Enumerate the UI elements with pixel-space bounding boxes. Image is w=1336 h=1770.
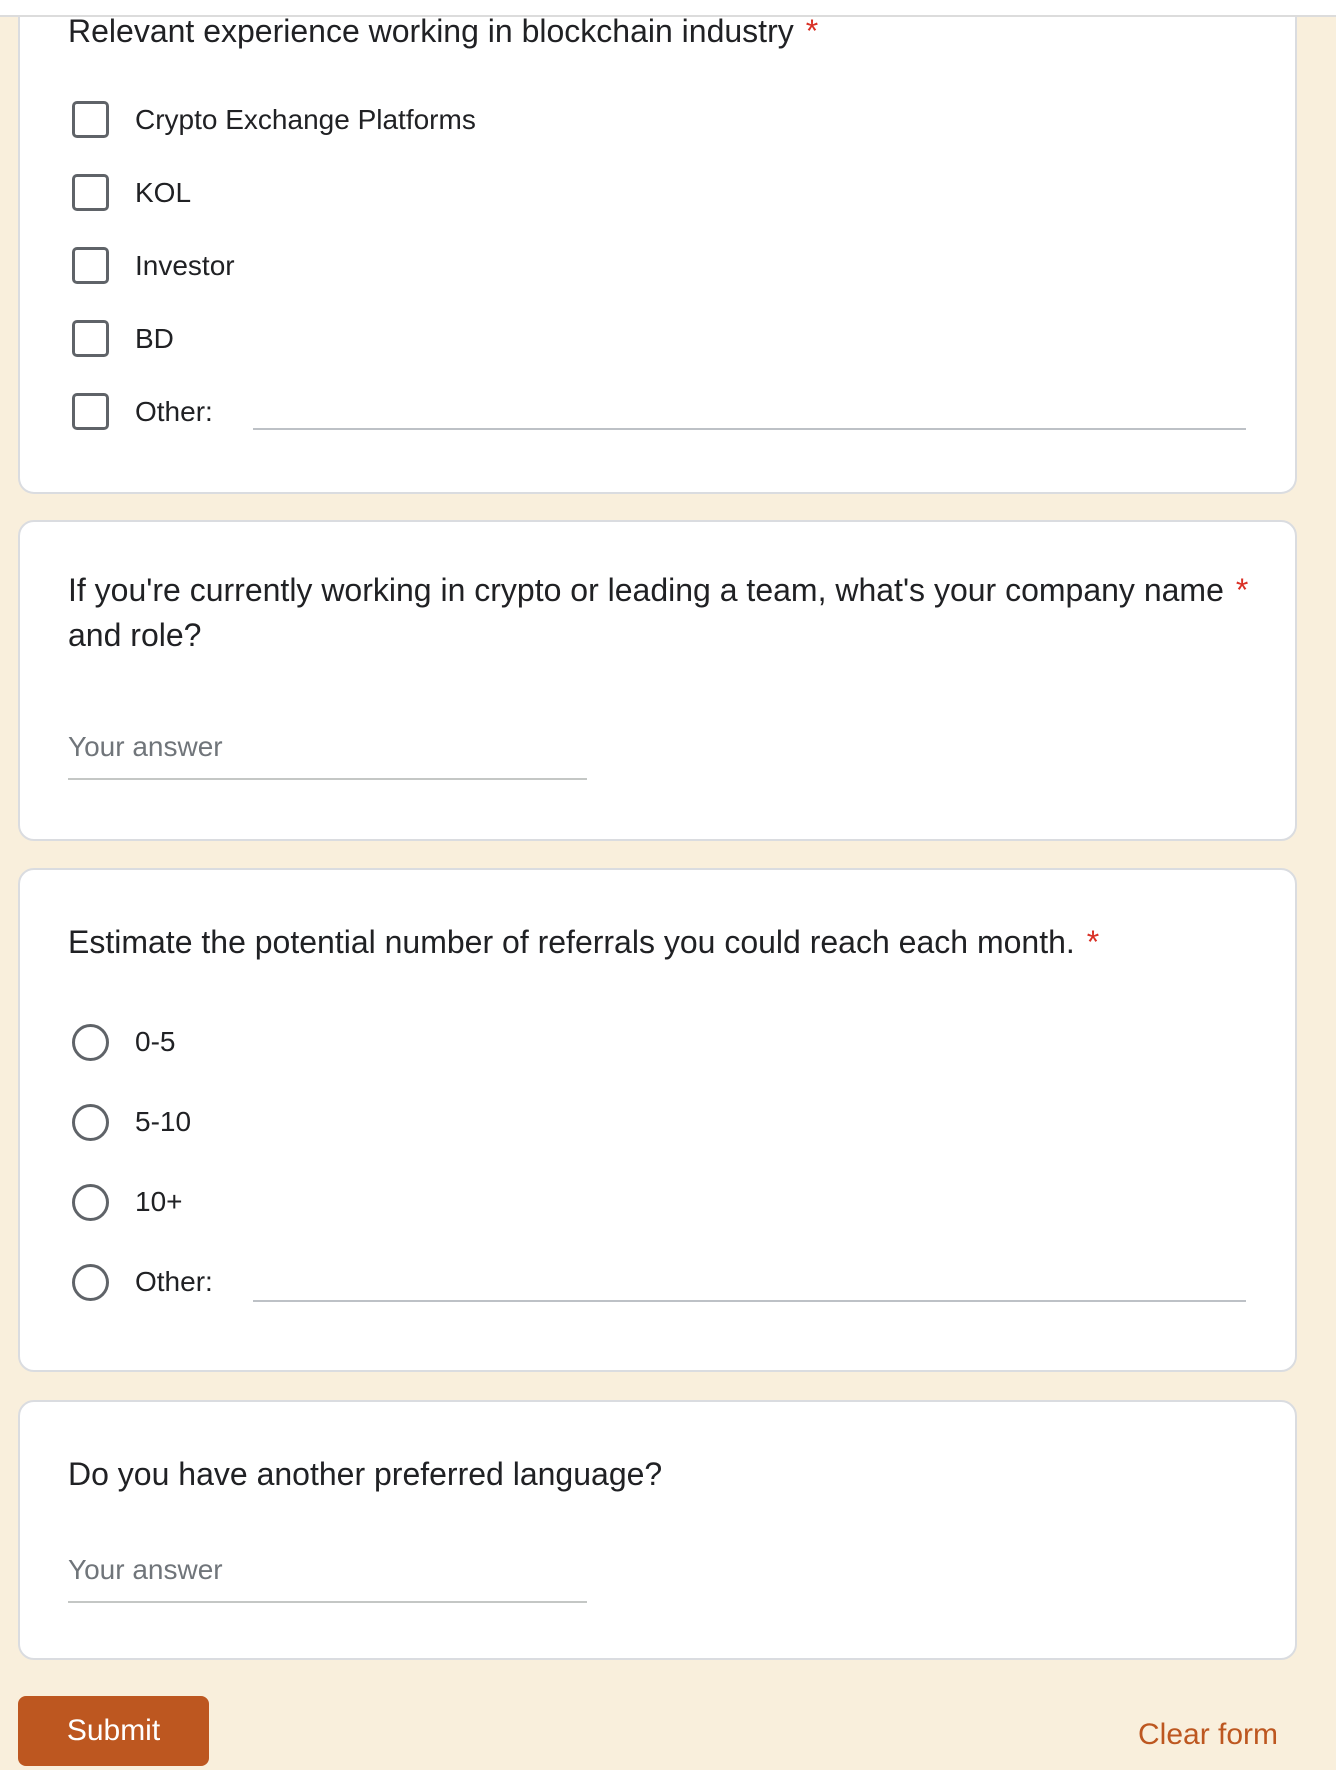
checkbox-option-crypto-exchange[interactable]	[72, 83, 1295, 156]
checkbox-option-bd[interactable]	[72, 302, 1295, 375]
checkbox-option-other[interactable]	[72, 375, 1295, 448]
required-asterisk: *	[1086, 924, 1100, 960]
option-label: 0-5	[135, 1026, 176, 1057]
option-label: Other:	[135, 395, 213, 427]
option-label: 5-10	[135, 1106, 192, 1137]
option-label: KOL	[135, 176, 192, 208]
required-asterisk: *	[805, 13, 819, 49]
radio-option-5-10[interactable]	[72, 1082, 1295, 1162]
radio-option-10-plus[interactable]	[72, 1162, 1295, 1242]
clear-form-link[interactable]: Clear form	[1138, 1718, 1279, 1751]
radio-option-0-5[interactable]	[72, 1002, 1295, 1082]
checkbox-icon[interactable]	[72, 174, 109, 211]
answer-placeholder: Your answer	[68, 1554, 223, 1585]
checkbox-icon[interactable]	[72, 393, 109, 430]
radio-icon[interactable]	[72, 1184, 109, 1221]
question-title	[68, 9, 1239, 54]
question-title-text: Do you have another preferred language?	[68, 1456, 663, 1492]
radio-options	[72, 1002, 1295, 1322]
option-label: Investor	[135, 249, 235, 281]
question-title-line2: and role?	[68, 617, 202, 653]
question-card-blockchain-experience	[18, 13, 1297, 494]
question-card-company-name-role	[18, 520, 1297, 841]
option-label: BD	[135, 322, 174, 354]
question-card-referrals-per-month	[18, 868, 1297, 1372]
checkbox-icon[interactable]	[72, 247, 109, 284]
radio-icon[interactable]	[72, 1024, 109, 1061]
short-answer-input[interactable]	[68, 732, 587, 780]
other-text-input[interactable]	[253, 1300, 1246, 1302]
other-text-input[interactable]	[253, 428, 1246, 430]
question-title-text: Relevant experience working in blockchain industry	[68, 13, 794, 49]
checkbox-options	[72, 83, 1295, 448]
checkbox-option-investor[interactable]	[72, 229, 1295, 302]
checkbox-icon[interactable]	[72, 101, 109, 138]
question-title-text: Estimate the potential number of referrals you could reach each month.	[68, 924, 1075, 960]
option-label: 10+	[135, 1186, 183, 1217]
question-title-line1: If you're currently working in crypto or leading a team, what's your company name *	[68, 572, 1249, 608]
required-asterisk: *	[1235, 572, 1249, 608]
question-title	[68, 568, 1249, 658]
radio-option-other[interactable]	[72, 1242, 1295, 1322]
question-title	[68, 920, 1239, 965]
checkbox-option-kol[interactable]	[72, 156, 1295, 229]
question-card-preferred-language	[18, 1400, 1297, 1660]
radio-icon[interactable]	[72, 1104, 109, 1141]
radio-icon[interactable]	[72, 1264, 109, 1301]
question-title	[68, 1452, 1239, 1497]
answer-placeholder: Your answer	[68, 731, 223, 762]
short-answer-input[interactable]	[68, 1555, 587, 1603]
option-label: Other:	[135, 1266, 213, 1297]
checkbox-icon[interactable]	[72, 320, 109, 357]
submit-button[interactable]: Submit	[18, 1696, 209, 1766]
option-label: Crypto Exchange Platforms	[135, 103, 476, 135]
